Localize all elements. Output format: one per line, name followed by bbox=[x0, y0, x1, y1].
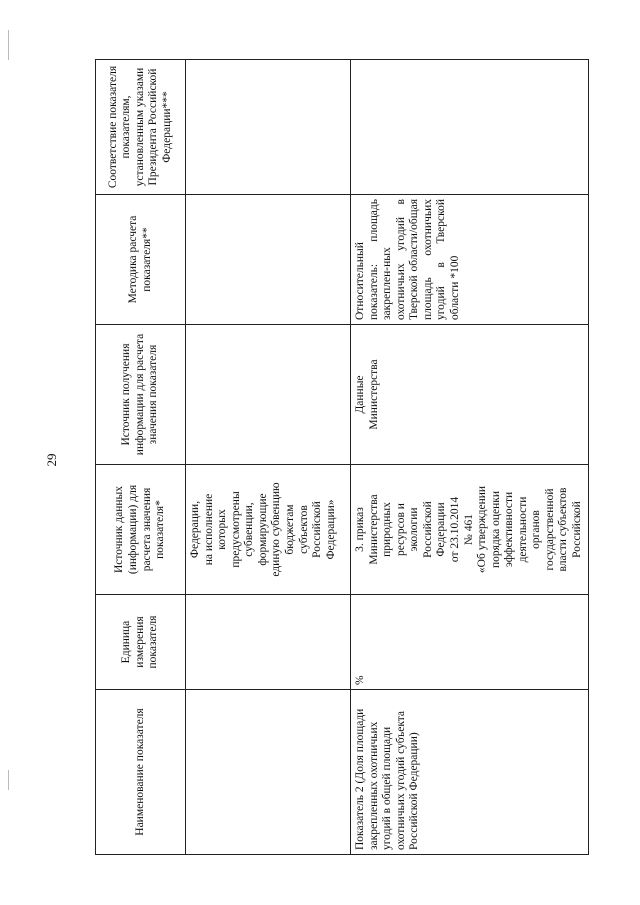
indicator-table-rotated bbox=[95, 60, 585, 855]
cell-compliance bbox=[351, 60, 589, 195]
cell-indicator-name: Показатель 2 (Доля площади закрепленных охотничьих угодий в общей площади охотничьих угодий субъекта Российской Федерации) bbox=[351, 690, 589, 855]
cell-info-source: Данные Министерства bbox=[351, 325, 589, 465]
header-compliance: Соответствие показателя показателям, установленным указами Президента Российской Федерации*** bbox=[96, 60, 186, 195]
header-data-source: Источник данных (информации) для расчета значения показателя* bbox=[96, 465, 186, 595]
cell-unit: % bbox=[351, 595, 589, 690]
cell-indicator-name bbox=[186, 690, 351, 855]
scan-margin-mark bbox=[8, 30, 9, 60]
cell-unit bbox=[186, 595, 351, 690]
scan-margin-mark bbox=[8, 770, 9, 790]
cell-method: Относительный показатель: площадь закреплен-ных охотничьих угодий в Тверской области/общая площадь охотничьих угодий в Тверской области *100 bbox=[351, 195, 589, 325]
header-method: Методика расчета показателя** bbox=[96, 195, 186, 325]
table-row bbox=[351, 60, 589, 855]
header-indicator-name: Наименование показателя bbox=[96, 690, 186, 855]
cell-data-source: Федерации, на исполнение которых предусмотрены субвенции, формирующие единую субвенцию бюджетам субъектов Российской Федерации» bbox=[186, 465, 351, 595]
cell-compliance bbox=[186, 60, 351, 195]
page-number: 29 bbox=[44, 453, 59, 467]
cell-info-source bbox=[186, 325, 351, 465]
header-unit: Единица измерения показателя bbox=[96, 595, 186, 690]
indicator-table bbox=[95, 59, 589, 855]
table-header-row bbox=[96, 60, 186, 855]
header-info-source: Источник получения информации для расчета значения показателя bbox=[96, 325, 186, 465]
cell-data-source: 3. приказ Министерства природных ресурсов и экологии Российской Федерации от 23.10.2014 № 461 «Об утверждении порядка оценки эффективности деятельности органов государственной власти субъектов Российской bbox=[351, 465, 589, 595]
table-row bbox=[186, 60, 351, 855]
cell-method bbox=[186, 195, 351, 325]
